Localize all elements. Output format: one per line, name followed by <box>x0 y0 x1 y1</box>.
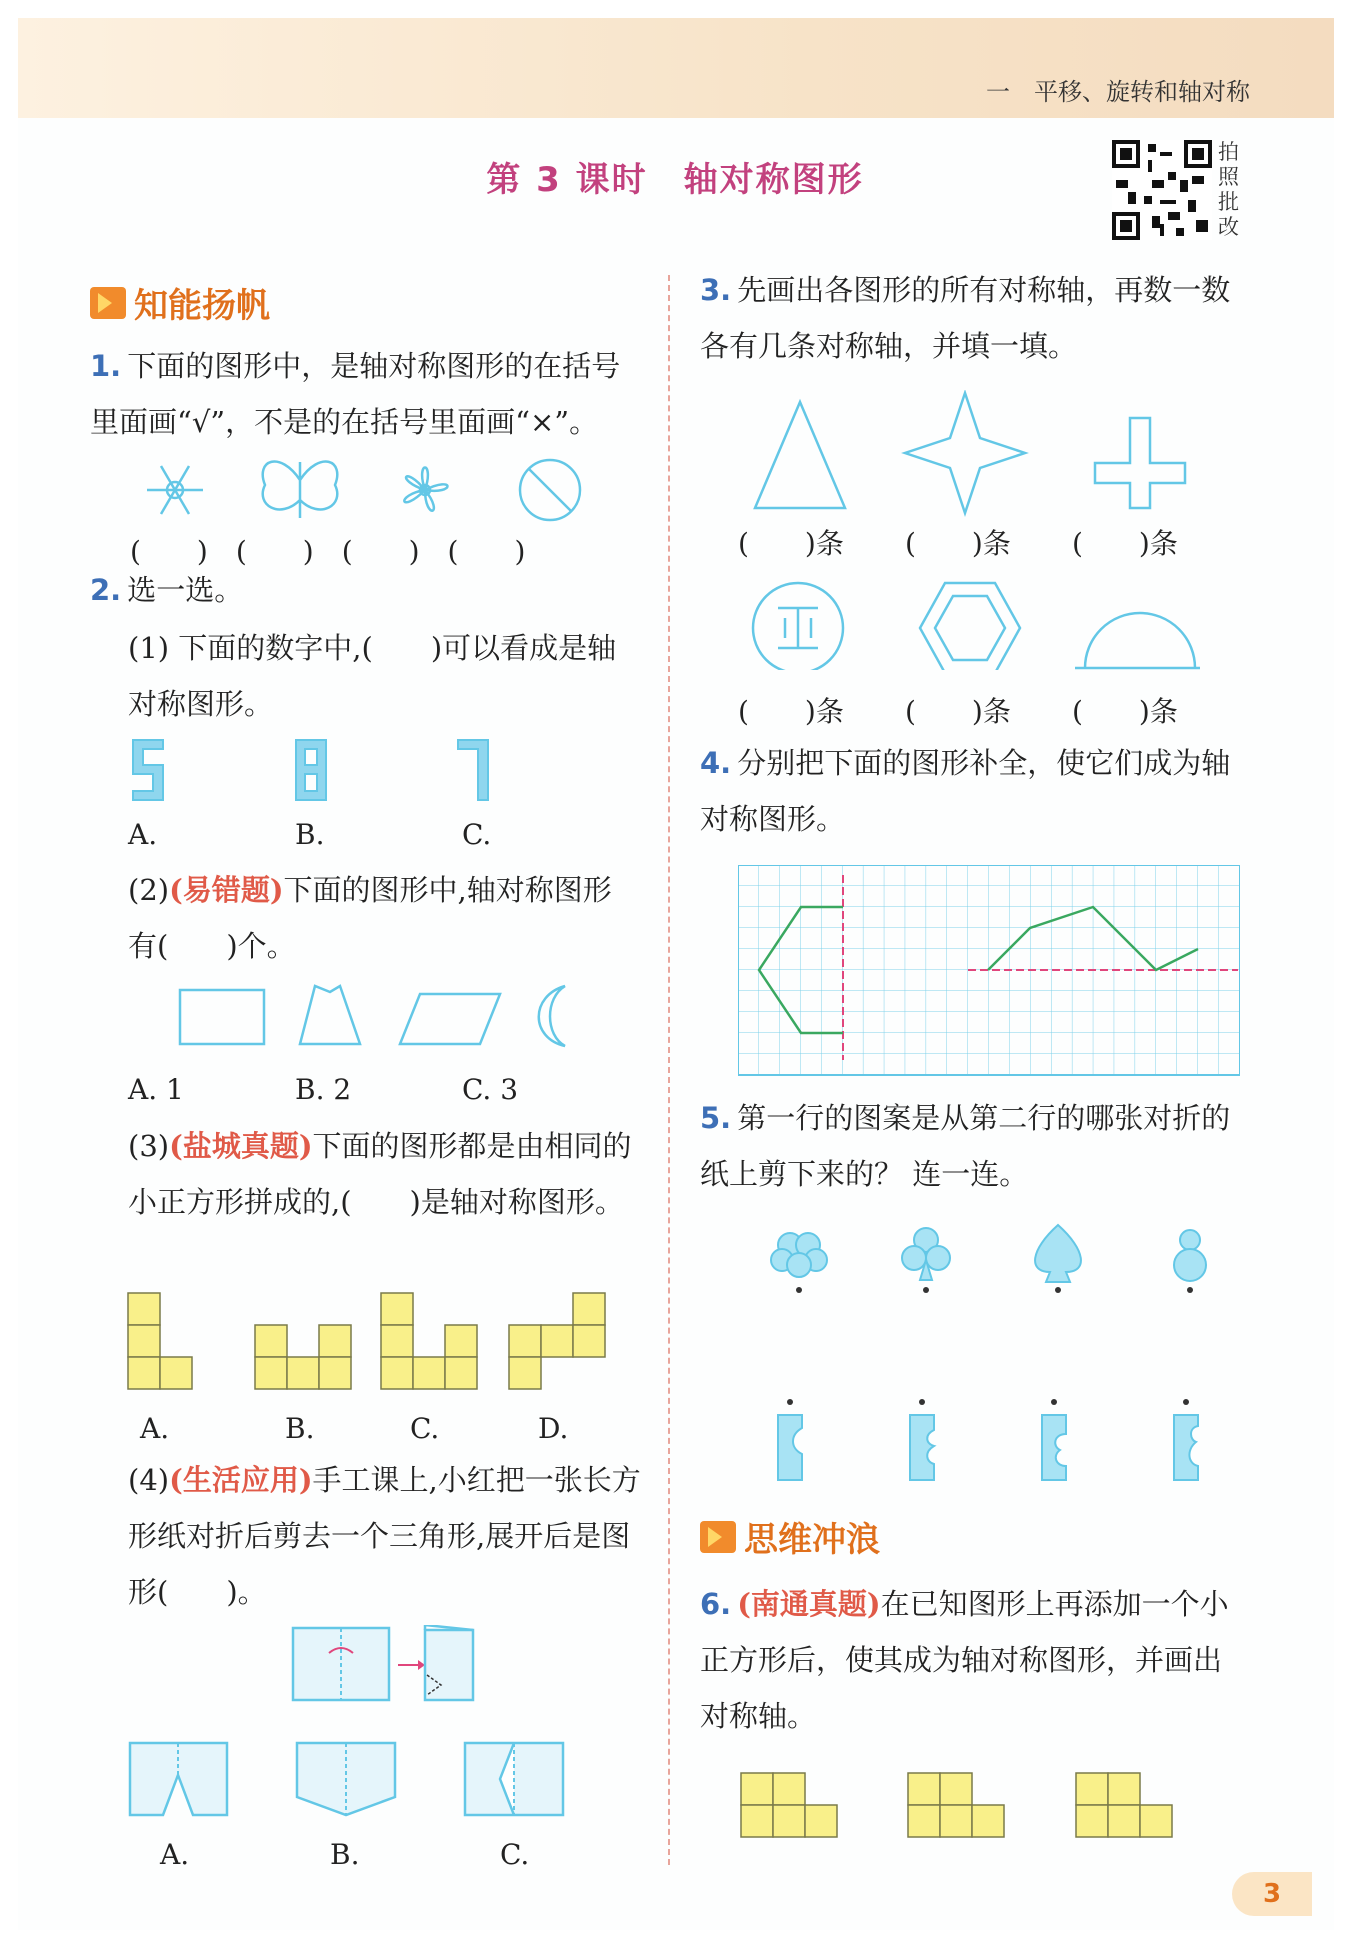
q3-blank-6[interactable]: ( )条 <box>1072 695 1178 728</box>
q2-4-option-b[interactable]: B. <box>330 1838 360 1871</box>
q2-1-option-b[interactable]: B. <box>295 818 325 851</box>
q1-answer-blanks[interactable]: ( ) ( ) ( ) ( ) <box>130 535 526 568</box>
question-number: 2. <box>90 573 122 607</box>
question-text: 选一选。 <box>127 573 244 607</box>
column-divider <box>668 275 670 1865</box>
figure-1 <box>741 1773 837 1837</box>
q2-4-paper-folding <box>125 1625 585 1825</box>
question-2 <box>90 562 243 618</box>
question-number: 4. <box>700 746 732 780</box>
q2-3-square-figures <box>125 1290 625 1400</box>
crescent-shape <box>539 986 565 1046</box>
q2-part-1: (1) 下面的数字中,( )可以看成是轴对称图形。 <box>128 631 617 721</box>
parallelogram-shape <box>400 994 500 1044</box>
error-prone-tag: (易错题) <box>169 873 284 907</box>
triangle-shape <box>755 402 845 508</box>
question-text: 第一行的图案是从第二行的哪张对折的纸上剪下来的？ 连一连。 <box>700 1101 1231 1191</box>
section-label: 知能扬帆 <box>134 286 270 326</box>
figure-2 <box>908 1773 1004 1837</box>
hexagon-ring-shape <box>920 583 1020 670</box>
folded-paper-3 <box>1042 1415 1066 1480</box>
q2-3-option-c[interactable]: C. <box>410 1412 440 1445</box>
q6-square-figures[interactable] <box>738 1770 1188 1846</box>
digit-7 <box>458 740 488 800</box>
question-text: 分别把下面的图形补全，使它们成为轴对称图形。 <box>700 746 1231 836</box>
q3-blank-1[interactable]: ( )条 <box>738 527 844 560</box>
q1-figures <box>130 450 610 530</box>
q2-part-3 <box>128 1118 648 1230</box>
butterfly-icon <box>263 461 338 518</box>
folded-paper-4 <box>1174 1415 1198 1480</box>
sail-icon <box>90 287 126 319</box>
rectangle-shape <box>180 990 264 1044</box>
folding-steps <box>293 1625 473 1700</box>
question-3 <box>700 262 1248 374</box>
q2-1-option-c[interactable]: C. <box>462 818 492 851</box>
part-prefix: (4) <box>128 1463 170 1497</box>
question-text: 先画出各图形的所有对称轴，再数一数各有几条对称轴，并填一填。 <box>700 273 1231 363</box>
question-number: 5. <box>700 1101 732 1135</box>
part-text: 下面的图形中,轴对称图形有( )个。 <box>128 873 612 963</box>
chapter-title: 一 平移、旋转和轴对称 <box>986 78 1250 106</box>
exam-source-tag: (南通真题) <box>737 1587 881 1621</box>
digit-5 <box>133 740 163 800</box>
cloud-pattern <box>771 1233 827 1277</box>
four-point-star-shape <box>905 393 1025 513</box>
snowflake-icon <box>147 466 203 514</box>
question-number: 3. <box>700 273 732 307</box>
q4-grid[interactable] <box>738 865 1240 1077</box>
figure-b <box>255 1325 351 1389</box>
section-label: 思维冲浪 <box>744 1520 880 1560</box>
q5-match-patterns <box>760 1220 1240 1490</box>
real-life-tag: (生活应用) <box>169 1463 313 1497</box>
folded-paper-1 <box>778 1415 802 1480</box>
figure-a <box>128 1293 192 1389</box>
semicircle-shape <box>1075 613 1200 668</box>
question-1 <box>90 338 640 450</box>
question-4 <box>700 735 1248 847</box>
option-a-shape <box>130 1743 227 1815</box>
q2-digit-figures <box>128 735 528 805</box>
q2-3-option-b[interactable]: B. <box>285 1412 315 1445</box>
page-number: 3 <box>1232 1872 1312 1916</box>
q2-4-option-c[interactable]: C. <box>500 1838 530 1871</box>
qr-code-icon[interactable] <box>1112 140 1212 240</box>
part-text: 下面的图形都是由相同的小正方形拼成的,( )是轴对称图形。 <box>128 1129 632 1219</box>
flower-icon <box>404 468 447 511</box>
q3-blank-5[interactable]: ( )条 <box>905 695 1011 728</box>
q2-1-option-a[interactable]: A. <box>128 818 158 851</box>
q2-3-option-a[interactable]: A. <box>140 1412 170 1445</box>
q3-blank-2[interactable]: ( )条 <box>905 527 1011 560</box>
spade-pattern <box>1035 1225 1081 1282</box>
q2-part-4 <box>128 1452 648 1620</box>
q2-2-figures <box>170 980 610 1050</box>
q2-2-option-a[interactable]: A. 1 <box>128 1073 184 1106</box>
question-6 <box>700 1576 1248 1744</box>
q2-2-option-c[interactable]: C. 3 <box>462 1073 519 1106</box>
question-text: 在已知图形上再添加一个小正方形后，使其成为轴对称图形，并画出对称轴。 <box>700 1587 1229 1733</box>
figure-3 <box>1076 1773 1172 1837</box>
cross-shape <box>1095 418 1185 508</box>
question-number: 1. <box>90 349 122 383</box>
q3-blank-4[interactable]: ( )条 <box>738 695 844 728</box>
qr-label: 拍照批改 <box>1218 140 1239 239</box>
figure-d <box>509 1293 605 1389</box>
q2-4-option-a[interactable]: A. <box>160 1838 190 1871</box>
q2-part-2 <box>128 862 638 974</box>
club-pattern <box>902 1228 950 1280</box>
lesson-title: 第 3 课时 轴对称图形 <box>486 160 864 200</box>
q3-blank-3[interactable]: ( )条 <box>1072 527 1178 560</box>
figure-c <box>381 1293 477 1389</box>
section-heading-siwei <box>700 1512 880 1561</box>
wave-icon <box>700 1521 736 1553</box>
question-text: 下面的图形中，是轴对称图形的在括号里面画“√”，不是的在括号里面画“×”。 <box>90 349 621 439</box>
q2-2-option-b[interactable]: B. 2 <box>295 1073 352 1106</box>
digit-8 <box>296 740 326 800</box>
exam-source-tag: (盐城真题) <box>169 1129 313 1163</box>
circle-emblem-shape <box>753 583 843 670</box>
option-b-shape <box>297 1743 395 1815</box>
section-heading-zhineng <box>90 278 270 327</box>
prohibited-icon <box>520 460 580 520</box>
part-prefix: (2) <box>128 873 170 907</box>
folded-paper-2 <box>910 1415 934 1480</box>
gourd-pattern <box>1174 1230 1206 1281</box>
part-prefix: (3) <box>128 1129 170 1163</box>
question-5 <box>700 1090 1248 1202</box>
q2-3-option-d[interactable]: D. <box>538 1412 569 1445</box>
part-text: 手工课上,小红把一张长方形纸对折后剪去一个三角形,展开后是图形( )。 <box>128 1463 641 1609</box>
option-c-shape <box>465 1743 563 1815</box>
trapezoid-shape <box>300 986 360 1044</box>
question-number: 6. <box>700 1587 732 1621</box>
